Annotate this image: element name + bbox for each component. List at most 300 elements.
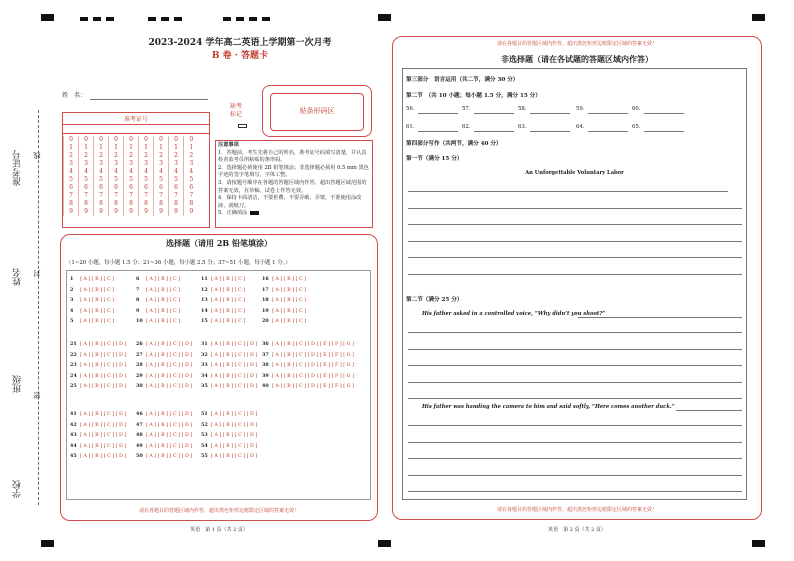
mc-options[interactable]: [ A ] [ B ] [ C ] xyxy=(80,287,115,293)
mc-question-number: 53 xyxy=(201,432,208,438)
left-footer: 英语 第 1 页（共 2 页） xyxy=(190,527,248,533)
mc-question-number: 47 xyxy=(136,421,143,428)
mc-question-number: 28 xyxy=(136,362,143,368)
mc-question-number: 13 xyxy=(201,297,208,303)
writing-line[interactable] xyxy=(408,332,742,333)
mc-question-number: 9 xyxy=(136,307,140,314)
id-digit-cell[interactable]: 9 xyxy=(154,208,169,216)
id-digit-cell[interactable]: 2 xyxy=(169,152,184,160)
mc-question-number: 12 xyxy=(201,286,208,293)
id-digit-cell[interactable]: 0 xyxy=(184,136,199,144)
id-digit-cell[interactable]: 2 xyxy=(139,152,154,160)
mc-question-number: 2 xyxy=(70,286,74,293)
mc-question[interactable] xyxy=(136,432,192,438)
mc-question-number: 50 xyxy=(136,453,143,459)
writing-line[interactable] xyxy=(408,382,742,383)
blank-number: 57. xyxy=(462,106,471,112)
note-item: 4．保持卡面清洁，不要折叠，不要弄破、弄皱，不准使用涂改液、刮纸刀。 xyxy=(218,195,362,209)
prompt-2: His father was handing the camera to him and said softly, “Here comes another duck.” xyxy=(422,404,675,410)
blank-number: 61. xyxy=(406,124,415,130)
mc-question[interactable] xyxy=(262,362,354,368)
top-mark xyxy=(174,17,182,21)
mc-options[interactable]: [ A ] [ B ] [ C ] [ D ] xyxy=(211,412,258,417)
mc-options[interactable]: [ A ] [ B ] [ C ] [ D ] xyxy=(211,443,258,449)
mc-question[interactable] xyxy=(201,422,257,428)
id-digit-cell[interactable]: 0 xyxy=(79,136,94,144)
mc-question[interactable] xyxy=(201,362,257,368)
mc-options[interactable]: [ A ] [ B ] [ C ] [ D ] xyxy=(146,384,193,389)
id-digit-cell[interactable]: 0 xyxy=(94,136,109,144)
mc-options[interactable]: [ A ] [ B ] [ C ] xyxy=(272,298,307,303)
mc-question[interactable] xyxy=(70,362,126,368)
id-digit-cell[interactable]: 6 xyxy=(154,184,169,192)
mc-options[interactable]: [ A ] [ B ] [ C ] [ D ] xyxy=(146,422,193,428)
mc-options[interactable]: [ A ] [ B ] [ C ] [ D ] [ E ] [ F ] [ G ] xyxy=(272,373,354,379)
id-digit-cell[interactable]: 0 xyxy=(154,136,169,144)
id-digit-cell[interactable]: 6 xyxy=(139,184,154,192)
id-digit-cell[interactable]: 8 xyxy=(154,200,169,208)
id-digit-cell[interactable]: 2 xyxy=(64,152,79,160)
id-digit-cell[interactable]: 8 xyxy=(79,200,94,208)
mc-question[interactable] xyxy=(70,373,126,379)
mc-question-number: 40 xyxy=(262,383,269,389)
blank-answer-line[interactable] xyxy=(418,131,458,132)
id-digit-cell[interactable]: 9 xyxy=(139,208,154,216)
id-digit-cell[interactable]: 0 xyxy=(109,136,124,144)
id-digit-cell[interactable]: 1 xyxy=(139,144,154,152)
blank-answer-line[interactable] xyxy=(530,131,570,132)
id-digit-cell[interactable]: 8 xyxy=(94,200,109,208)
mc-options[interactable]: [ A ] [ B ] [ C ] [ D ] [ E ] [ F ] [ G ] xyxy=(272,363,354,368)
mc-options[interactable]: [ A ] [ B ] [ C ] [ D ] xyxy=(211,363,258,368)
mc-question[interactable] xyxy=(70,422,126,428)
mc-options[interactable]: [ A ] [ B ] [ C ] [ D ] [ E ] [ F ] [ G ] xyxy=(272,352,354,358)
id-digit-cell[interactable]: 4 xyxy=(124,168,139,176)
mc-question[interactable] xyxy=(201,318,245,324)
mc-question[interactable] xyxy=(262,318,306,324)
mc-options[interactable]: [ A ] [ B ] [ C ] xyxy=(146,298,181,303)
mc-options[interactable]: [ A ] [ B ] [ C ] xyxy=(211,308,246,314)
writing-line[interactable] xyxy=(408,274,742,275)
writing-line[interactable] xyxy=(408,442,742,443)
id-digit-cell[interactable]: 5 xyxy=(184,176,199,184)
mc-question-number: 14 xyxy=(201,307,208,314)
mc-question[interactable] xyxy=(201,276,245,282)
mc-question-number: 37 xyxy=(262,351,269,358)
blank-answer-line[interactable] xyxy=(644,113,684,114)
id-digit-cell[interactable]: 5 xyxy=(124,176,139,184)
absent-label: 缺考 标记 xyxy=(230,103,243,118)
right-inner-box xyxy=(402,68,747,500)
id-digit-cell[interactable]: 6 xyxy=(169,184,184,192)
mc-question-number: 31 xyxy=(201,341,208,347)
id-digit-cell[interactable]: 6 xyxy=(79,184,94,192)
mc-title: 选择题（请用 2B 铅笔填涂） xyxy=(166,238,272,248)
id-digit-cell[interactable]: 4 xyxy=(64,168,79,176)
id-grid-writebox xyxy=(62,124,210,134)
mc-question[interactable] xyxy=(262,287,306,293)
writing-line[interactable] xyxy=(408,491,742,492)
id-digit-cell[interactable]: 8 xyxy=(64,200,79,208)
id-digit-cell[interactable]: 8 xyxy=(184,200,199,208)
corner-mark xyxy=(41,14,54,21)
top-mark xyxy=(80,17,88,21)
mc-options[interactable]: [ A ] [ B ] [ C ] [ D ] xyxy=(146,373,193,379)
id-digit-cell[interactable]: 4 xyxy=(79,168,94,176)
id-digit-cell[interactable]: 2 xyxy=(79,152,94,160)
writing-line[interactable] xyxy=(408,349,742,350)
mc-options[interactable]: [ A ] [ B ] [ C ] xyxy=(80,308,115,314)
top-mark xyxy=(262,17,270,21)
id-digit-cell[interactable]: 3 xyxy=(109,160,124,168)
mc-options[interactable]: [ A ] [ B ] [ C ] [ D ] xyxy=(211,384,258,389)
mc-question-number: 15 xyxy=(201,318,208,324)
mc-question[interactable] xyxy=(262,383,354,389)
mc-options[interactable]: [ A ] [ B ] [ C ] xyxy=(80,319,115,324)
blank-number: 62. xyxy=(462,124,471,130)
mc-options[interactable]: [ A ] [ B ] [ C ] [ D ] xyxy=(146,443,193,449)
id-digit-cell[interactable]: 3 xyxy=(94,160,109,168)
blank-answer-line[interactable] xyxy=(588,113,628,114)
id-digit-cell[interactable]: 9 xyxy=(64,208,79,216)
id-digit-cell[interactable]: 6 xyxy=(124,184,139,192)
id-digit-cell[interactable]: 2 xyxy=(154,152,169,160)
mc-question[interactable] xyxy=(262,276,306,282)
top-mark xyxy=(223,17,231,21)
mc-options[interactable]: [ A ] [ B ] [ C ] [ D ] xyxy=(80,454,127,459)
mc-question[interactable] xyxy=(136,276,180,282)
mc-options[interactable]: [ A ] [ B ] [ C ] [ D ] [ E ] [ F ] [ G ] xyxy=(272,384,354,389)
mc-options[interactable]: [ A ] [ B ] [ C ] xyxy=(146,277,181,282)
mc-question[interactable] xyxy=(70,297,114,303)
absent-checkbox[interactable] xyxy=(238,124,247,128)
right-warning-bottom: 请在各题目的答题区域内作答，超出黑色矩形边框限定区域的答案无效！ xyxy=(496,507,657,513)
id-digit-cell[interactable]: 3 xyxy=(139,160,154,168)
id-digit-cell[interactable]: 7 xyxy=(79,192,94,200)
mc-question[interactable] xyxy=(136,443,192,449)
mc-question-number: 51 xyxy=(201,411,208,417)
id-digit-cell[interactable]: 5 xyxy=(64,176,79,184)
mc-question[interactable] xyxy=(70,308,114,314)
mc-question-number: 20 xyxy=(262,318,269,324)
mc-question-number: 39 xyxy=(262,372,269,379)
note-item: 2．选择题必须使用 2B 铅笔填涂；非选择题必须用 0.5 mm 黑色字迹的签字笔填写，字体工整。 xyxy=(218,164,369,179)
mc-options[interactable]: [ A ] [ B ] [ C ] [ D ] xyxy=(146,352,193,358)
writing-line[interactable] xyxy=(408,241,742,242)
mc-question[interactable] xyxy=(262,341,354,347)
id-digit-cell[interactable]: 2 xyxy=(109,152,124,160)
mc-question[interactable] xyxy=(136,352,192,358)
id-digit-cell[interactable]: 5 xyxy=(154,176,169,184)
mc-question-number: 55 xyxy=(201,453,208,459)
mc-options[interactable]: [ A ] [ B ] [ C ] [ D ] xyxy=(211,342,258,347)
mc-question[interactable] xyxy=(201,341,257,347)
mc-options[interactable]: [ A ] [ B ] [ C ] [ D ] xyxy=(80,373,127,379)
writing-line[interactable] xyxy=(408,475,742,476)
mc-question[interactable] xyxy=(70,287,114,293)
id-digit-cell[interactable]: 4 xyxy=(109,168,124,176)
id-digit-cell[interactable]: 1 xyxy=(124,144,139,152)
mc-question[interactable] xyxy=(201,297,245,303)
id-digit-cell[interactable]: 5 xyxy=(109,176,124,184)
mc-options[interactable]: [ A ] [ B ] [ C ] [ D ] xyxy=(80,412,127,417)
writing-line[interactable] xyxy=(408,208,742,209)
id-digit-cell[interactable]: 1 xyxy=(109,144,124,152)
writing-line[interactable] xyxy=(408,191,728,192)
id-digit-cell[interactable]: 4 xyxy=(169,168,184,176)
mc-question-number: 41 xyxy=(70,411,77,417)
mc-question[interactable] xyxy=(136,383,192,389)
mc-question[interactable] xyxy=(201,443,257,449)
mc-question-number: 25 xyxy=(70,383,77,389)
blank-answer-line[interactable] xyxy=(530,113,570,114)
mc-question-number: 10 xyxy=(136,318,143,324)
mc-question[interactable] xyxy=(262,308,306,314)
mc-question[interactable] xyxy=(201,308,245,314)
mc-question[interactable] xyxy=(136,308,180,314)
top-mark xyxy=(106,17,114,21)
prompt-1-line[interactable] xyxy=(578,317,742,318)
mc-options[interactable]: [ A ] [ B ] [ C ] xyxy=(146,319,181,324)
mc-question-number: 49 xyxy=(136,442,143,449)
blank-answer-line[interactable] xyxy=(418,113,458,114)
mc-options[interactable]: [ A ] [ B ] [ C ] [ D ] xyxy=(146,342,193,347)
id-digit-cell[interactable]: 3 xyxy=(124,160,139,168)
mc-options[interactable]: [ A ] [ B ] [ C ] xyxy=(211,298,246,303)
mc-question-number: 45 xyxy=(70,453,77,459)
id-digit-cell[interactable]: 7 xyxy=(139,192,154,200)
id-digit-cell[interactable]: 6 xyxy=(94,184,109,192)
id-digit-cell[interactable]: 4 xyxy=(184,168,199,176)
id-digit-cell[interactable]: 7 xyxy=(169,192,184,200)
id-digit-cell[interactable]: 5 xyxy=(94,176,109,184)
top-mark xyxy=(161,17,169,21)
mc-question[interactable] xyxy=(136,373,192,379)
id-digit-cell[interactable]: 8 xyxy=(169,200,184,208)
mc-question[interactable] xyxy=(70,432,126,438)
name-line[interactable] xyxy=(90,99,208,100)
side-label-id: 准考证号 xyxy=(13,150,23,186)
id-digit-cell[interactable]: 6 xyxy=(109,184,124,192)
id-digit-cell[interactable]: 3 xyxy=(79,160,94,168)
mc-question[interactable] xyxy=(136,297,180,303)
note-item: 5．正确填涂 xyxy=(218,210,370,218)
id-digit-cell[interactable]: 2 xyxy=(94,152,109,160)
mc-question-number: 6 xyxy=(136,276,140,282)
id-digit-cell[interactable]: 3 xyxy=(184,160,199,168)
top-mark xyxy=(249,17,257,21)
subtitle-text: B 卷 · 答题卡 xyxy=(211,51,269,61)
mc-question[interactable] xyxy=(70,318,114,324)
writing-line[interactable] xyxy=(408,224,742,225)
id-digit-cell[interactable]: 3 xyxy=(169,160,184,168)
id-digit-cell[interactable]: 4 xyxy=(94,168,109,176)
mc-options[interactable]: [ A ] [ B ] [ C ] [ D ] xyxy=(146,454,193,459)
side-mark-seal: 封 xyxy=(33,270,41,277)
mc-options[interactable]: [ A ] [ B ] [ C ] xyxy=(80,298,115,303)
mc-question[interactable] xyxy=(201,352,257,358)
mc-question[interactable] xyxy=(70,383,126,389)
id-digit-cell[interactable]: 7 xyxy=(184,192,199,200)
id-digit-cell[interactable]: 4 xyxy=(139,168,154,176)
blank-answer-line[interactable] xyxy=(644,131,684,132)
side-label-school: 学校 xyxy=(13,480,23,498)
id-digit-cell[interactable]: 2 xyxy=(124,152,139,160)
writing-line[interactable] xyxy=(408,398,742,399)
id-digit-cell[interactable]: 1 xyxy=(64,144,79,152)
mc-question[interactable] xyxy=(136,453,192,459)
mc-options[interactable]: [ A ] [ B ] [ C ] xyxy=(272,277,307,282)
prompt-1: His father asked in a controlled voice, “Why didn’t you shoot?” xyxy=(422,311,606,317)
id-digit-cell[interactable]: 8 xyxy=(124,200,139,208)
blank-number: 60. xyxy=(632,106,641,112)
exam-subtitle xyxy=(120,48,360,61)
id-grid[interactable] xyxy=(63,136,199,216)
mc-question[interactable] xyxy=(262,352,354,358)
id-digit-cell[interactable]: 9 xyxy=(124,208,139,216)
mc-question-number: 43 xyxy=(70,432,77,438)
id-digit-cell[interactable]: 6 xyxy=(184,184,199,192)
mc-options[interactable]: [ A ] [ B ] [ C ] [ D ] xyxy=(146,412,193,417)
id-digit-cell[interactable]: 7 xyxy=(154,192,169,200)
mc-options[interactable]: [ A ] [ B ] [ C ] xyxy=(146,308,181,314)
id-digit-cell[interactable]: 1 xyxy=(94,144,109,152)
id-digit-cell[interactable]: 0 xyxy=(124,136,139,144)
writing-line[interactable] xyxy=(408,257,742,258)
top-mark xyxy=(148,17,156,21)
blank-answer-line[interactable] xyxy=(474,131,514,132)
id-digit-cell[interactable]: 3 xyxy=(64,160,79,168)
mc-options[interactable]: [ A ] [ B ] [ C ] xyxy=(272,319,307,324)
id-digit-cell[interactable]: 0 xyxy=(169,136,184,144)
id-digit-cell[interactable]: 7 xyxy=(124,192,139,200)
blank-number: 65. xyxy=(632,124,641,130)
mc-options[interactable]: [ A ] [ B ] [ C ] xyxy=(272,287,307,293)
mc-question[interactable] xyxy=(201,453,257,459)
id-digit-cell[interactable]: 7 xyxy=(109,192,124,200)
id-digit-cell[interactable]: 2 xyxy=(184,152,199,160)
mc-question-number: 30 xyxy=(136,383,143,389)
mc-question[interactable] xyxy=(70,443,126,449)
mc-question[interactable] xyxy=(201,373,257,379)
id-digit-cell[interactable]: 7 xyxy=(94,192,109,200)
mc-question[interactable] xyxy=(136,341,192,347)
mc-options[interactable]: [ A ] [ B ] [ C ] xyxy=(211,319,246,324)
mc-question[interactable] xyxy=(201,411,257,417)
mc-question[interactable] xyxy=(201,383,257,389)
mc-options[interactable]: [ A ] [ B ] [ C ] xyxy=(272,308,307,314)
mc-options[interactable]: [ A ] [ B ] [ C ] [ D ] xyxy=(80,422,127,428)
mc-options[interactable]: [ A ] [ B ] [ C ] [ D ] xyxy=(80,384,127,389)
mc-question-number: 44 xyxy=(70,442,77,449)
id-digit-cell[interactable]: 4 xyxy=(154,168,169,176)
mc-options[interactable]: [ A ] [ B ] [ C ] [ D ] xyxy=(211,454,258,459)
mc-question[interactable] xyxy=(70,352,126,358)
corner-mark xyxy=(378,14,391,21)
prompt-2-line[interactable] xyxy=(676,410,742,411)
mc-question[interactable] xyxy=(70,276,114,282)
mc-options[interactable]: [ A ] [ B ] [ C ] [ D ] xyxy=(80,363,127,368)
blank-answer-line[interactable] xyxy=(588,131,628,132)
mc-question[interactable] xyxy=(136,362,192,368)
id-digit-cell[interactable]: 8 xyxy=(109,200,124,208)
blank-number: 64. xyxy=(576,124,585,130)
mc-question-number: 46 xyxy=(136,411,143,417)
mc-options[interactable]: [ A ] [ B ] [ C ] [ D ] xyxy=(80,443,127,449)
mc-options[interactable]: [ A ] [ B ] [ C ] [ D ] xyxy=(146,363,193,368)
mc-options[interactable]: [ A ] [ B ] [ C ] [ D ] xyxy=(80,352,127,358)
id-digit-cell[interactable]: 9 xyxy=(79,208,94,216)
id-digit-cell[interactable]: 9 xyxy=(94,208,109,216)
blank-number: 63. xyxy=(518,124,527,130)
id-digit-cell[interactable]: 1 xyxy=(169,144,184,152)
mc-options[interactable]: [ A ] [ B ] [ C ] [ D ] xyxy=(80,342,127,347)
mc-options[interactable]: [ A ] [ B ] [ C ] [ D ] xyxy=(80,433,127,438)
mc-question[interactable] xyxy=(70,411,126,417)
writing-line[interactable] xyxy=(408,365,742,366)
id-digit-cell[interactable]: 1 xyxy=(79,144,94,152)
mc-question[interactable] xyxy=(136,287,180,293)
id-digit-cell[interactable]: 9 xyxy=(169,208,184,216)
side-mark-seal: 线 xyxy=(33,152,41,159)
mc-note: （1~20 小题，每小题 1.5 分；21~36 小题，每小题 2.5 分；37~51 小题，每小题 1 分。） xyxy=(66,260,291,266)
mc-options[interactable]: [ A ] [ B ] [ C ] [ D ] xyxy=(211,352,258,358)
mc-options[interactable]: [ A ] [ B ] [ C ] [ D ] xyxy=(146,433,193,438)
id-digit-cell[interactable]: 9 xyxy=(109,208,124,216)
mc-question[interactable] xyxy=(136,422,192,428)
id-digit-cell[interactable]: 8 xyxy=(139,200,154,208)
mc-options[interactable]: [ A ] [ B ] [ C ] [ D ] xyxy=(211,373,258,379)
id-digit-cell[interactable]: 5 xyxy=(169,176,184,184)
id-grid-title: 准考证号 xyxy=(123,116,148,123)
blank-answer-line[interactable] xyxy=(474,113,514,114)
mc-question[interactable] xyxy=(136,318,180,324)
writing-line[interactable] xyxy=(408,425,742,426)
id-digit-cell[interactable]: 1 xyxy=(154,144,169,152)
mc-question-number: 22 xyxy=(70,351,77,358)
id-digit-cell[interactable]: 1 xyxy=(184,144,199,152)
side-mark-seal: 密 xyxy=(33,392,41,399)
mc-question-number: 54 xyxy=(201,442,208,449)
mc-question[interactable] xyxy=(262,297,306,303)
mc-question[interactable] xyxy=(70,453,126,459)
mc-question[interactable] xyxy=(136,411,192,417)
mc-options[interactable]: [ A ] [ B ] [ C ] [ D ] [ E ] [ F ] [ G ] xyxy=(272,342,354,347)
note-item: 1．答题前，考生先将自己的姓名，准考证号码填写清楚，并认真检查监考员所粘贴的条形码。 xyxy=(218,149,367,164)
mc-options[interactable]: [ A ] [ B ] [ C ] xyxy=(146,287,181,293)
mc-question[interactable] xyxy=(201,432,257,438)
id-digit-cell[interactable]: 0 xyxy=(139,136,154,144)
id-digit-cell[interactable]: 9 xyxy=(184,208,199,216)
id-digit-cell[interactable]: 6 xyxy=(64,184,79,192)
id-digit-cell[interactable]: 0 xyxy=(64,136,79,144)
id-digit-cell[interactable]: 7 xyxy=(64,192,79,200)
mc-options[interactable]: [ A ] [ B ] [ C ] [ D ] xyxy=(211,422,258,428)
id-digit-cell[interactable]: 5 xyxy=(139,176,154,184)
id-digit-cell[interactable]: 5 xyxy=(79,176,94,184)
corner-mark xyxy=(41,540,54,547)
mc-question[interactable] xyxy=(70,341,126,347)
mc-options[interactable]: [ A ] [ B ] [ C ] xyxy=(211,287,246,293)
id-digit-cell[interactable]: 3 xyxy=(154,160,169,168)
writing-line[interactable] xyxy=(408,458,742,459)
mc-question-number: 38 xyxy=(262,362,269,368)
mc-options[interactable]: [ A ] [ B ] [ C ] xyxy=(211,277,246,282)
mc-options[interactable]: [ A ] [ B ] [ C ] xyxy=(80,277,115,282)
mc-options[interactable]: [ A ] [ B ] [ C ] [ D ] xyxy=(211,433,258,438)
mc-question[interactable] xyxy=(201,287,245,293)
mc-question[interactable] xyxy=(262,373,354,379)
